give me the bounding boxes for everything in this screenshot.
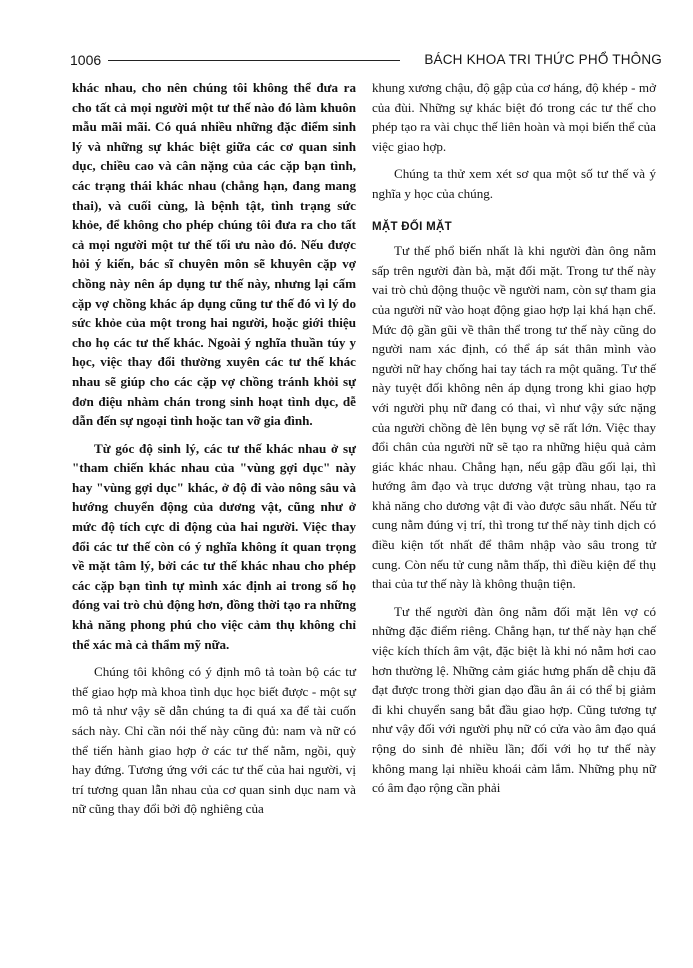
header-rule <box>108 60 400 61</box>
left-paragraph-1: khác nhau, cho nên chúng tôi không thể đưa ra cho tất cả mọi người một tư thế nào đó làm khuôn mẫu mãi mãi. Có quá nhiều những đặc điểm sinh lý và những sự khác biệt giữa các cơ quan sinh dục, chiều cao và cân nặng của các cặp bạn tình, các trạng thái khác nhau (chẳng hạn, đang mang thai), và cuối cùng, là bệnh tật, tình trạng sức khỏe, để không cho phép chúng tôi đưa ra cho tất cả mọi người một tư thế tối ưu nào đó. Nếu được hỏi ý kiến, bác sĩ chuyên môn sẽ khuyên cặp vợ chồng này nên áp dụng tư thế này, nhưng lại cấm cặp vợ chồng khác áp dụng cũng tư thế đó vì lý do sức khỏe của một trong hai người, hoặc giới thiệu cho họ các tư thế khác. Ngoài ý nghĩa thuần túy y học, việc thay đổi thường xuyên các tư thế khác nhau sẽ giúp cho các cặp vợ chồng tránh khỏi sự đơn điệu nhàm chán trong sinh hoạt tình dục, dễ dẫn đến sự ngoại tình hoặc tan vỡ gia đình. <box>72 80 356 429</box>
right-column <box>372 78 656 806</box>
page-number: 1006 <box>70 52 102 68</box>
left-column <box>72 78 356 827</box>
right-paragraph-4: Tư thế người đàn ông nằm đối mặt lên vợ có những đặc điểm riêng. Chẳng hạn, tư thế này hạn chế việc kích thích âm vật, đặc biệt là khi nó nằm hơi cao hơn thường lệ. Những cảm giác hưng phấn dễ chịu đã đạt được trong thời gian dạo đầu ân ái có thể bị giảm đi khi chuyển sang bắt đầu giao hợp. Cũng tương tự như vậy đối với người phụ nữ có cửa vào âm đạo quá rộng do sinh đẻ nhiều lần; đối với họ tư thế này không mang lại nhiều khoái cảm lắm. Những phụ nữ có âm đạo rộng cần phải <box>372 603 656 796</box>
page-header <box>70 50 662 70</box>
section-heading: MẶT ĐỐI MẶT <box>372 220 452 233</box>
left-paragraph-3: Chúng tôi không có ý định mô tả toàn bộ các tư thế giao hợp mà khoa tình dục học biết được - một sự mô tả như vậy sẽ dẫn chúng ta đi quá xa để tài cuốn sách này. Chỉ cần nói thế này cũng đủ: nam và nữ có thể tiến hành giao hợp ở các tư thế nằm, ngồi, quỳ hay đứng. Tương ứng với các tư thế của hai người, vị trí tương quan lẫn nhau của cơ quan sinh dục nam và nữ cũng thay đổi bởi độ nghiêng của <box>72 664 356 817</box>
right-paragraph-3: Tư thế phổ biến nhất là khi người đàn ông nằm sấp trên người đàn bà, mặt đối mặt. Trong tư thế này vai trò chủ động thuộc về người nam, còn sự tham gia của người nữ vào hoạt động giao hợp lại khá hạn chế. Mức độ gần gũi về thân thể trong tư thế này cũng do người nam xác định, có thể áp sát thân mình vào người nữ hay chống hai tay tách ra một quãng. Tư thế này tuyệt đối không nên áp dụng trong khi giao hợp với người phụ nữ đang có thai, vì như vậy sức nặng của người chồng đè lên bụng vợ sẽ rất lớn. Việc thay đổi chân của người nữ sẽ tạo ra những hiệu quả cảm giác khác nhau. Chẳng hạn, nếu gập đầu gối lại, thì hướng âm đạo và trục dương vật trùng nhau, tạo ra khả năng cho dương vật đi vào được sâu nhất. Nếu tử cung nằm đúng vị trí, thì trong tư thế này tinh dịch có điều kiện tốt nhất để thâm nhập vào sâu trong tử cung. Còn nếu tử cung nằm thấp, thì điều kiện để thụ thai của tư thế này là không thuận tiện. <box>372 243 656 592</box>
book-title: BÁCH KHOA TRI THỨC PHỔ THÔNG <box>424 52 662 67</box>
right-paragraph-1: khung xương chậu, độ gập của cơ háng, độ khép - mở của đùi. Những sự khác biệt đó trong các tư thế cho phép tạo ra vài chục thế liên hoàn và mọi biến thể của việc giao hợp. <box>372 80 656 154</box>
right-paragraph-2: Chúng ta thử xem xét sơ qua một số tư thế và ý nghĩa y học của chúng. <box>372 166 656 201</box>
left-paragraph-2: Từ góc độ sinh lý, các tư thế khác nhau ở sự "tham chiến khác nhau của "vùng gợi dục" này hay "vùng gợi dục" khác, ở độ đi vào nông sâu và hướng chuyển động của dương vật, cũng như ở mức độ tích cực di động của hai người. Việc thay đổi các tư thế còn có ý nghĩa không ít quan trọng về mặt tâm lý, bởi các tư thế khác nhau cho phép các cặp bạn tình tự mình xác định ai trong số họ đóng vai trò chủ động hơn, đồng thời tạo ra những khả năng phong phú cho việc cảm thụ không chỉ thể xác mà cả thẩm mỹ nữa. <box>72 440 356 652</box>
